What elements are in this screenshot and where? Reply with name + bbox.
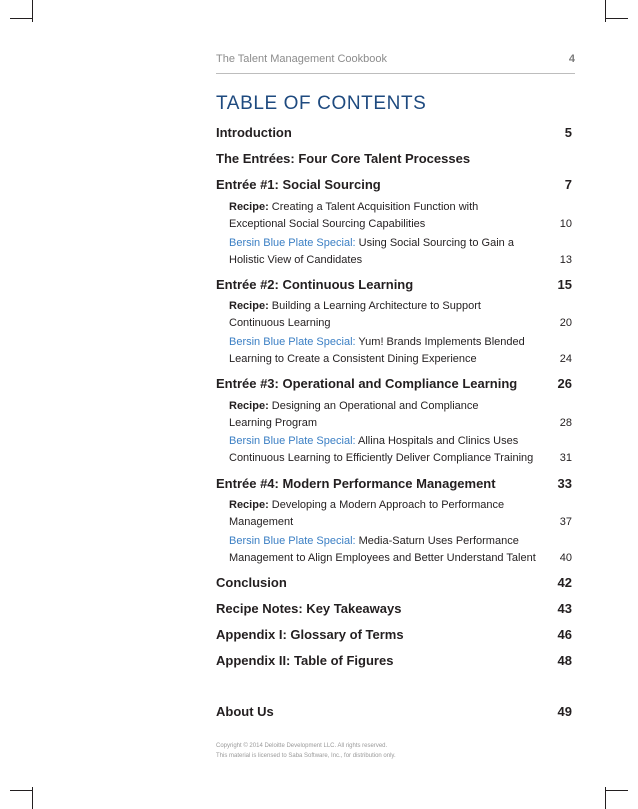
license-line: This material is licensed to Saba Software, Inc., for distribution only. [216,753,396,759]
toc-entry-entree-3[interactable] [216,376,572,391]
crop-mark [606,18,628,19]
sub-label: Recipe: [229,400,269,412]
toc-sub-entry-e3-recipe[interactable] [229,398,572,432]
entry-title: Entrée #3: Operational and Compliance Learning [216,376,518,391]
toc-entry-entrees[interactable] [216,151,572,166]
sub-label: Bersin Blue Plate Special: [229,336,356,348]
toc-sub-entry-e2-recipe[interactable] [229,298,572,332]
toc-sub-entry-e3-special[interactable] [229,433,572,467]
sub-page: 37 [559,516,572,528]
sub-text: Allina Hospitals and Clinics Uses [355,435,519,447]
sub-label: Bersin Blue Plate Special: [229,435,356,447]
entry-page: 7 [564,177,572,192]
entry-page: 43 [557,601,572,616]
crop-mark [32,787,33,809]
sub-page: 31 [559,452,572,464]
entry-page: 26 [557,376,572,391]
sub-label: Recipe: [229,499,269,511]
crop-mark [605,787,606,809]
entry-title: Entrée #4: Modern Performance Management [216,476,496,491]
entry-page: 46 [557,627,572,642]
crop-mark [10,790,32,791]
entry-page: 42 [557,575,572,590]
toc-entry-entree-4[interactable] [216,476,572,491]
sub-label: Bersin Blue Plate Special: [229,237,356,249]
sub-label: Bersin Blue Plate Special: [229,535,356,547]
copyright-footer [216,741,396,761]
sub-text: Exceptional Social Sourcing Capabilities [229,218,426,230]
entry-title: Entrée #2: Continuous Learning [216,277,414,292]
sub-text: Continuous Learning [229,317,331,329]
entry-title: Introduction [216,125,292,140]
toc-entry-entree-2[interactable] [216,277,572,292]
book-title: The Talent Management Cookbook [216,53,388,65]
sub-page: 24 [559,353,572,365]
running-header [216,53,575,67]
entry-page: 15 [557,277,572,292]
entry-title: Entrée #1: Social Sourcing [216,177,381,192]
entry-title: Conclusion [216,575,287,590]
sub-text: Building a Learning Architecture to Support [268,300,481,312]
toc-heading: TABLE OF CONTENTS [216,93,427,114]
sub-page: 28 [559,417,572,429]
sub-text: Continuous Learning to Efficiently Deliver Compliance Training [229,452,534,464]
sub-page: 40 [559,552,572,564]
toc-sub-entry-e1-special[interactable] [229,235,572,269]
toc-sub-entry-e2-special[interactable] [229,334,572,368]
sub-text: Media-Saturn Uses Performance [355,535,519,547]
sub-text: Designing an Operational and Compliance [268,400,479,412]
entry-page: 49 [557,704,572,719]
copyright-line: Copyright © 2014 Deloitte Development LLC. All rights reserved. [216,743,388,749]
toc-sub-entry-e4-recipe[interactable] [229,497,572,531]
entry-title: About Us [216,704,274,719]
sub-text: Learning to Create a Consistent Dining Experience [229,353,477,365]
sub-text: Yum! Brands Implements Blended [355,336,525,348]
sub-text: Using Social Sourcing to Gain a [355,237,514,249]
header-rule [216,73,575,74]
toc-sub-entry-e1-recipe[interactable] [229,199,572,233]
toc-entry-recipe-notes[interactable] [216,601,572,616]
toc-entry-introduction[interactable] [216,125,572,140]
sub-text: Creating a Talent Acquisition Function with [268,201,479,213]
entry-page: 5 [564,125,572,140]
toc-entry-about-us[interactable] [216,704,572,719]
crop-mark [10,18,32,19]
crop-mark [605,0,606,22]
sub-text: Management [229,516,294,528]
crop-mark [32,0,33,22]
toc-entry-conclusion[interactable] [216,575,572,590]
sub-page: 20 [559,317,572,329]
sub-label: Recipe: [229,201,269,213]
entry-page: 48 [557,653,572,668]
sub-label: Recipe: [229,300,269,312]
sub-page: 10 [559,218,572,230]
entry-title: Appendix II: Table of Figures [216,653,394,668]
sub-text: Developing a Modern Approach to Performance [268,499,505,511]
toc-entry-appendix-1[interactable] [216,627,572,642]
sub-text: Learning Program [229,417,318,429]
toc-entry-entree-1[interactable] [216,177,572,192]
entry-page: 33 [557,476,572,491]
crop-mark [606,790,628,791]
entry-title: Recipe Notes: Key Takeaways [216,601,402,616]
sub-page: 13 [559,254,572,266]
entry-title: The Entrées: Four Core Talent Processes [216,151,471,166]
entry-title: Appendix I: Glossary of Terms [216,627,404,642]
sub-text: Management to Align Employees and Better Understand Talent [229,552,536,564]
toc-entry-appendix-2[interactable] [216,653,572,668]
page-number: 4 [568,53,575,65]
toc-sub-entry-e4-special[interactable] [229,533,572,567]
sub-text: Holistic View of Candidates [229,254,363,266]
